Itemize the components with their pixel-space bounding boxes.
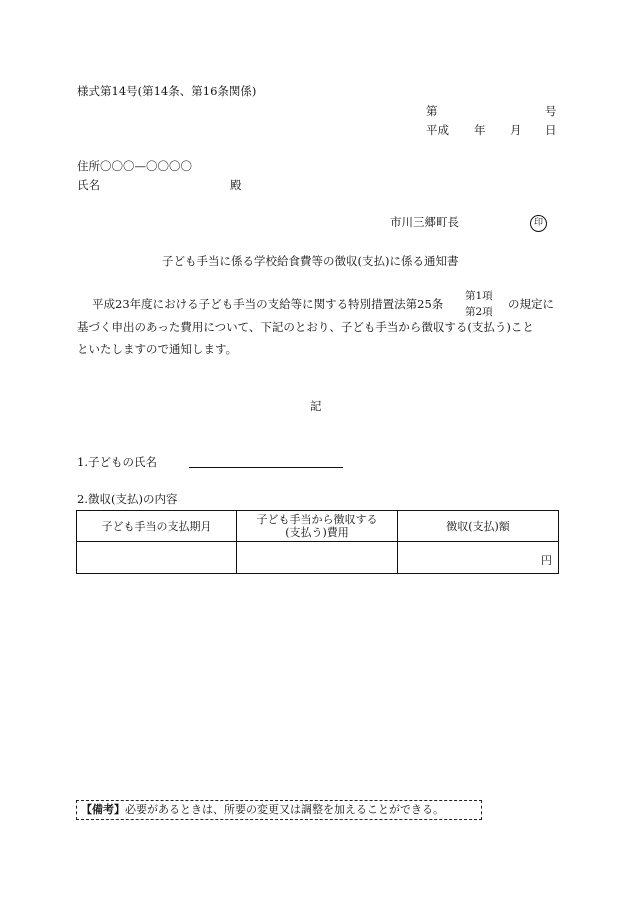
body-line-1: 平成23年度における子ども手当の支給等に関する特別措置法第25条 xyxy=(92,297,444,311)
header-payment-month: 子ども手当の支払期月 xyxy=(77,511,237,542)
clause-option-2: 第2項 xyxy=(465,306,493,318)
date-year: 年 xyxy=(474,123,486,137)
issuer-title: 市川三郷町長 xyxy=(390,215,459,229)
doc-number-prefix: 第 xyxy=(426,104,438,118)
ki-heading: 記 xyxy=(310,399,322,413)
item2-label: 2.徴収(支払)の内容 xyxy=(77,492,178,506)
remarks-label: 【備考】 xyxy=(81,803,125,816)
header-expense xyxy=(237,511,398,542)
document-title: 子ども手当に係る学校給食費等の徴収(支払)に係る通知書 xyxy=(162,254,459,268)
doc-number-suffix: 号 xyxy=(545,104,557,118)
body-line-2: 基づく申出のあった費用について、下記のとおり、子ども手当から徴収する(支払う)こと xyxy=(77,320,534,334)
header-expense-line1: 子ども手当から徴収する xyxy=(256,512,378,526)
item1-label: 1.子どもの氏名 xyxy=(77,455,157,469)
seal-stamp: 印 xyxy=(530,215,547,232)
amount-unit: 円 xyxy=(541,554,552,567)
recipient-honorific: 殿 xyxy=(230,178,242,192)
date-day: 日 xyxy=(545,123,557,137)
cell-expense xyxy=(237,542,398,574)
header-expense-line2: (支払う)費用 xyxy=(285,526,349,539)
body-line-1-end: の規定に xyxy=(508,297,554,311)
form-number: 様式第14号(第14条、第16条関係) xyxy=(77,84,257,98)
date-month: 月 xyxy=(510,123,522,137)
recipient-address: 住所〇〇〇—〇〇〇〇 xyxy=(77,159,192,173)
clause-option-1: 第1項 xyxy=(465,290,493,302)
body-line-3: といたしますので通知します。 xyxy=(77,342,238,356)
remarks-text: 必要があるときは、所要の変更又は調整を加えることができる。 xyxy=(125,803,444,816)
remarks-box xyxy=(76,800,482,820)
cell-amount xyxy=(398,542,559,574)
header-amount: 徴収(支払)額 xyxy=(398,511,559,542)
content-table xyxy=(76,510,559,574)
child-name-blank xyxy=(189,467,343,468)
recipient-name-label: 氏名 xyxy=(77,178,100,192)
cell-payment-month xyxy=(77,542,237,574)
date-era: 平成 xyxy=(426,123,449,137)
